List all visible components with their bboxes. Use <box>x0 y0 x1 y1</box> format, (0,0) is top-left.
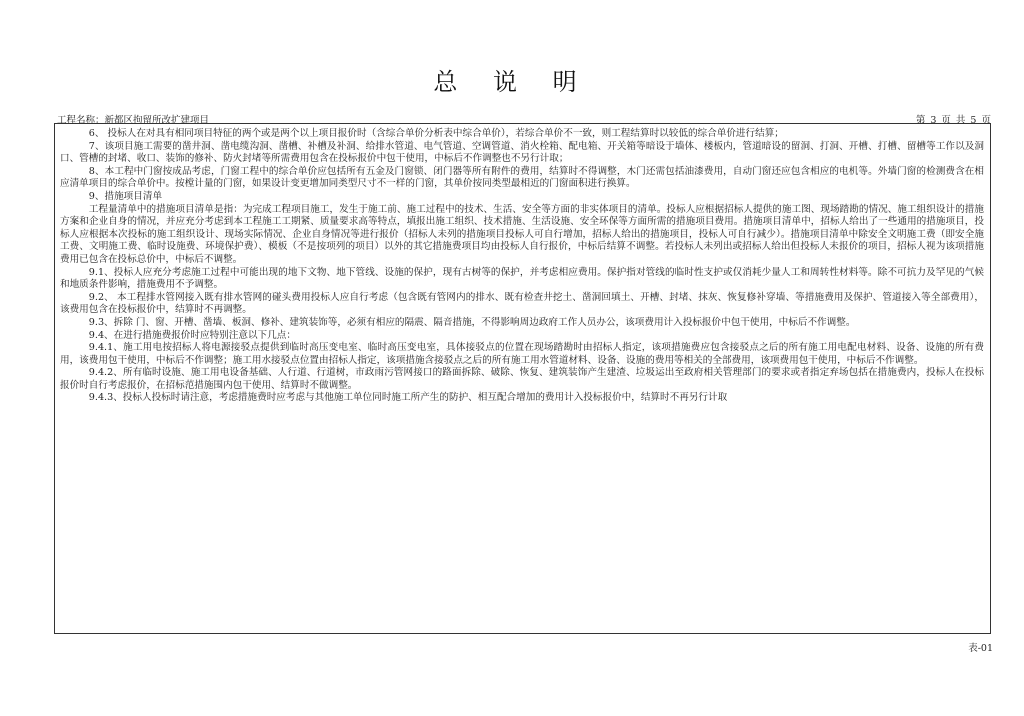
page-title: 总 说 明 <box>433 68 591 96</box>
paragraph-9-4-2: 9.4.2、所有临时设施、施工用电设备基础、人行道、行道树，市政雨污管网接口的路面拆除、破除、恢复、建筑装饰产生建渣、垃圾运出至政府相关管理部门的要求或者指定弃场包括在措施费内，投标人在投标报价时自行考虑报价，在招标范措施围内包干使用、结算时不做调整。 <box>60 367 984 391</box>
paragraph-9-body: 工程量清单中的措施项目清单是指：为完成工程项目施工，发生于施工前、施工过程中的技术、生活、安全等方面的非实体项目的清单。投标人应根据招标人提供的施工图、现场踏勘的情况、施工组织设计的措施方案和企业自身的情况，并应充分考虑到本工程施工工期紧、质量要求高等特点，填报出施工组织、技术措施、生活设施、安全环保等方面所需的措施项目费用。措施项目清单中，招标人给出了一些通用的措施项目，投标人应根据本次投标的施工组织设计、现场实际情况、企业自身情况等进行报价（招标人未列的措施项目投标人可自行增加，招标人给出的措施项目，投标人可自行减少）。措施项目清单中除安全文明施工费（即安全施工费、文明施工费、临时设施费、环境保护费）、模板（不是按项列的项目）以外的其它措施费项目均由投标人自行报价，中标后结算不调整。若投标人未列出或招标人给出但投标人未报价的项目，招标人视为该项措施费用已包含在投标总价中，中标后不调整。 <box>60 203 984 265</box>
paragraph-9-4: 9.4、在进行措施费报价时应特别注意以下几点： <box>88 329 296 341</box>
content-body <box>55 124 990 405</box>
project-name: 工程名称：新都区拘留所改扩建项目 <box>57 115 210 126</box>
form-code: 表-01 <box>968 643 993 654</box>
page-number: 第 3 页 共 5 页 <box>915 115 992 126</box>
paragraph-9-2: 9.2、 本工程排水管网接入既有排水管网的碰头费用投标人应自行考虑（包含既有管网内的排水、既有检查井挖土、凿洞回填土、开槽、封堵、抹灰、恢复修补穿墙、等措施费用及保护、管道接入等全部费用），该费用包含在投标报价中，结算时不再调整。 <box>60 291 984 316</box>
paragraph-6: 6、 投标人在对具有相同项目特征的两个或是两个以上项目报价时（含综合单价分析表中综合单价），若综合单价不一致，则工程结算时以较低的综合单价进行结算； <box>88 128 784 139</box>
paragraph-8: 8、本工程中门窗按成品考虑，门窗工程中的综合单价应包括所有五金及门窗锁、闭门器等所有附件的费用，结算时不得调整，木门还需包括油漆费用，自动门窗还应包含相应的电机等。外墙门窗的检测费含在相应清单项目的综合单价中。按樘计量的门窗，如果设计变更增加同类型尺寸不一样的门窗，其单价按同类型最相近的门窗面积进行换算。 <box>60 165 984 190</box>
paragraph-9-3: 9.3、拆除 门、窗、开槽、凿墙、板洞、修补、建筑装饰等，必须有相应的隔震、隔音措施，不得影响周边政府工作人员办公，该项费用计入投标报价中包干使用，中标后不作调整。 <box>88 316 856 328</box>
paragraph-7: 7、该项目施工需要的凿井洞、凿电缆沟洞、凿槽、补槽及补洞、给排水管道、电气管道、空调管道、消火栓箱、配电箱、开关箱等暗设于墙体、楼板内，管道暗设的留洞、打洞、开槽、打槽、留槽等工作以及洞口、管槽的封堵、收口、装饰的修补、防火封堵等所需费用包含在投标报价中包干使用，中标后不作调整也不另行计取； <box>60 140 984 165</box>
paragraph-9-1: 9.1、投标人应充分考虑施工过程中可能出现的地下文物、地下管线、设施的保护，现有古树等的保护，并考虑相应费用。保护指对管线的临时性支护或仅消耗少量人工和周转性材料等。除不可抗力及罕见的气候和地质条件影响，措施费用不予调整。 <box>60 266 984 291</box>
paragraph-9-heading: 9、措施项目清单 <box>88 190 163 202</box>
paragraph-9-4-3: 9.4.3、投标人投标时请注意，考虑措施费时应考虑与其他施工单位同时施工所产生的防护、相互配合增加的费用计入投标报价中，结算时不再另行计取 <box>88 392 728 404</box>
content-frame <box>54 123 991 634</box>
paragraph-9-4-1: 9.4.1、施工用电按招标人将电源接驳点提供到临时高压变电室、临时高压变电室，具体接驳点的位置在现场踏勘时由招标人指定，该项措施费应包含接驳点之后的所有施工用电配电材料、设备、设施的所有费用，该费用包干使用，中标后不作调整；施工用水接驳点位置由招标人指定，该项措施含接驳点之后的所有施工用水管道材料、设备、设施的费用等相关的全部费用，该项费用包干使用，中标后不作调整。 <box>60 342 984 366</box>
